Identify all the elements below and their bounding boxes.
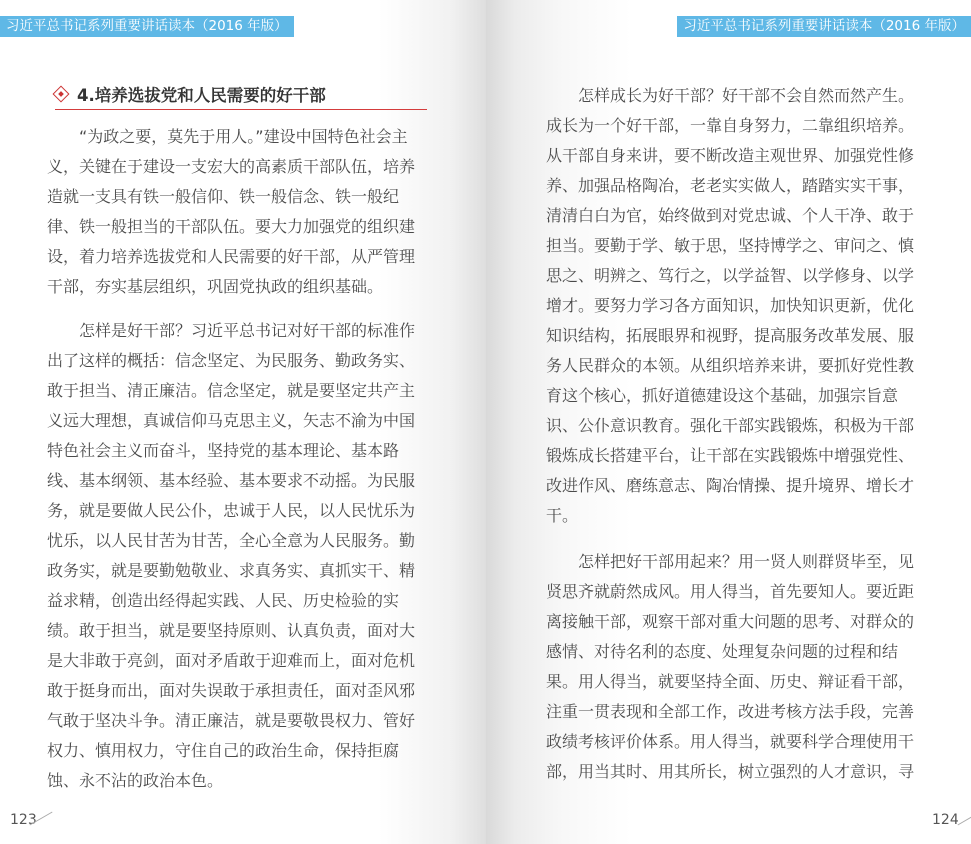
diamond-bullet-icon <box>53 86 70 103</box>
paragraph: 怎样成长为好干部？好干部不会自然而然产生。成长为一个好干部，一靠自身努力，二靠组织培养。从干部自身来讲，要不断改造主观世界、加强党性修养、加强品格陶冶，老老实实做人，踏踏实实干事，清清白白为官，始终做到对党忠诚、个人干净、敢于担当。要勤于学、敏于思，坚持博学之、审问之、慎思之、明辨之、笃行之，以学益智、以学修身、以学增才。要努力学习各方面知识，加快知识更新，优化知识结构，拓展眼界和视野，提高服务改革发展、服务人民群众的本领。从组织培养来讲，要抓好党性教育这个核心，抓好道德建设这个基础，加强宗旨意识、公仆意识教育。强化干部实践锻炼，积极为干部锻炼成长搭建平台，让干部在实践锻炼中增强党性、改进作风、磨练意志、陶冶情操、提升境界、增长才干。 <box>546 86 915 525</box>
running-header: 习近平总书记系列重要讲话读本（2016 年版） <box>0 16 294 37</box>
running-header: 习近平总书记系列重要讲话读本（2016 年版） <box>677 16 971 37</box>
page-number: 124 <box>932 812 959 828</box>
paragraph: 怎样是好干部？习近平总书记对好干部的标准作出了这样的概括：信念坚定、为民服务、勤政务实、敢于担当、清正廉洁。信念坚定，就是要坚定共产主义远大理想，真诚信仰马克思主义，矢志不渝为中国特色社会主义而奋斗，坚持党的基本理论、基本路线、基本纲领、基本经验、基本要求不动摇。为民服务，就是要做人民公仆，忠诚于人民，以人民忧乐为忧乐，以人民甘苦为甘苦，全心全意为人民服务。勤政务实，就是要勤勉敬业、求真务实、真抓实干、精益求精，创造出经得起实践、人民、历史检验的实绩。敢于担当，就是要坚持原则、认真负责，面对大是大非敢于亮剑，面对矛盾敢于迎难而上，面对危机敢于挺身而出，面对失误敢于承担责任，面对歪风邪气敢于坚决斗争。清正廉洁，就是要敬畏权力、管好权力、慎用权力，守住自己的政治生命，保持拒腐蚀、永不沾的政治本色。 <box>47 321 416 790</box>
paragraph: 怎样把好干部用起来？用一贤人则群贤毕至，见贤思齐就蔚然成风。用人得当，首先要知人。要近距离接触干部，观察干部对重大问题的思考、对群众的感情、对待名利的态度、处理复杂问题的过程和结果。用人得当，就要坚持全面、历史、辩证看干部，注重一贯表现和全部工作，改进考核方法手段，完善政绩考核评价体系。用人得当，就要科学合理使用干部，用当其时、用其所长，树立强烈的人才意识，寻 <box>546 552 915 781</box>
section-heading <box>55 82 427 110</box>
section-title: 4.培养选拔党和人民需要的好干部 <box>77 86 326 105</box>
left-body-text <box>47 122 415 796</box>
page-number: 123 <box>10 812 37 828</box>
paragraph: “为政之要，莫先于用人。”建设中国特色社会主义，关键在于建设一支宏大的高素质干部队伍，培养造就一支具有铁一般信仰、铁一般信念、铁一般纪律、铁一般担当的干部队伍。要大力加强党的组织建设，着力培养选拔党和人民需要的好干部，从严管理干部，夯实基层组织，巩固党执政的组织基础。 <box>47 127 416 296</box>
right-body-text <box>546 81 914 787</box>
right-page <box>486 0 971 844</box>
page-number-divider <box>957 812 971 826</box>
